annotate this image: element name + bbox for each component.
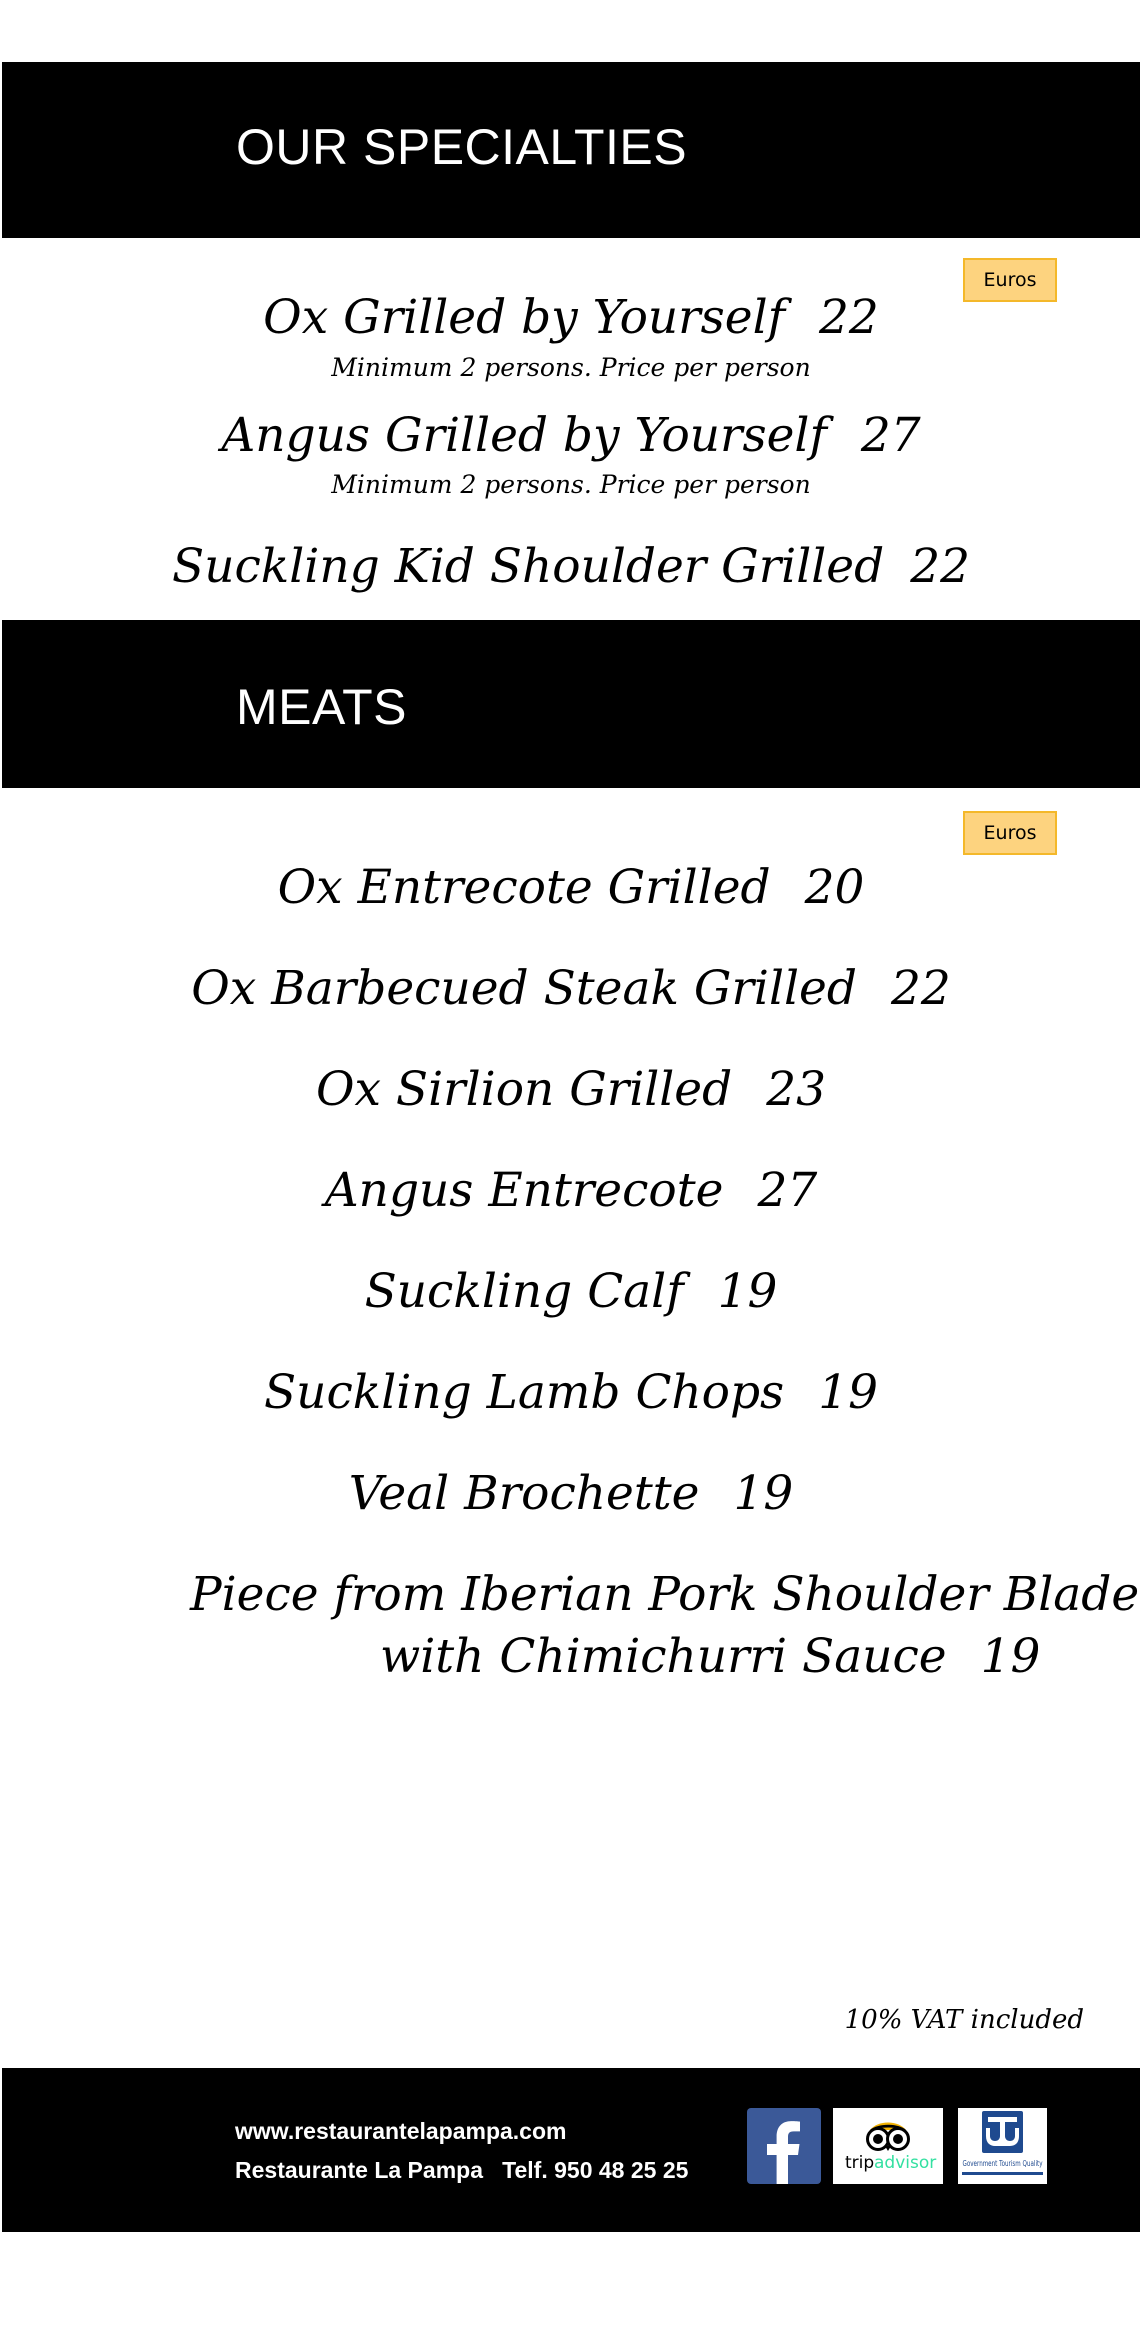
menu-item-name-line2 xyxy=(380,1629,1041,1684)
menu-item-price: 19 xyxy=(733,1466,794,1521)
menu-item-price: 19 xyxy=(980,1629,1041,1684)
menu-item-note: Minimum 2 persons. Price per person xyxy=(331,470,811,499)
footer-contact: Restaurante La Pampa Telf. 950 48 25 25 xyxy=(235,2157,689,2183)
footer-website[interactable]: www.restaurantelapampa.com xyxy=(235,2118,567,2144)
menu-item-price: 27 xyxy=(757,1163,818,1218)
specialties-title: OUR SPECIALTIES xyxy=(236,119,688,175)
facebook-f-glyph xyxy=(747,2108,821,2184)
meats-title: MEATS xyxy=(236,679,408,735)
meats-currency-badge: Euros xyxy=(963,811,1057,855)
menu-item xyxy=(0,1365,1142,1420)
menu-item-note: Minimum 2 persons. Price per person xyxy=(331,353,811,382)
facebook-logo-icon[interactable] xyxy=(747,2108,821,2184)
menu-item-price: 23 xyxy=(766,1062,827,1117)
menu-item-price: 20 xyxy=(804,860,865,915)
menu-item-name: Ox Entrecote Grilled xyxy=(277,860,771,915)
menu-item xyxy=(0,539,1142,594)
menu-item-price: 22 xyxy=(910,539,970,594)
menu-item xyxy=(0,290,1142,345)
menu-item-name: Ox Barbecued Steak Grilled xyxy=(191,961,857,1016)
menu-item xyxy=(0,961,1142,1016)
menu-item-name-line1: Piece from Iberian Pork Shoulder Blade xyxy=(190,1567,1140,1622)
tripadvisor-text-trip: trip xyxy=(845,2153,875,2173)
menu-item xyxy=(0,1264,1142,1319)
menu-item-price: 22 xyxy=(819,290,879,345)
vat-note: 10% VAT included xyxy=(844,2005,1084,2035)
tourism-quality-text: Government Tourism Quality xyxy=(962,2159,1043,2168)
tripadvisor-text-advisor: advisor xyxy=(874,2153,937,2173)
menu-item-name: Angus Entrecote xyxy=(324,1163,724,1218)
menu-item-name: Veal Brochette xyxy=(348,1466,700,1521)
menu-item xyxy=(0,1062,1142,1117)
menu-item-price: 22 xyxy=(890,961,951,1016)
menu-item xyxy=(0,860,1142,915)
menu-item-price: 19 xyxy=(818,1365,878,1420)
government-tourism-quality-logo-icon[interactable] xyxy=(958,2108,1047,2184)
specialties-header xyxy=(2,62,1140,238)
menu-item-name: Suckling Lamb Chops xyxy=(263,1365,785,1420)
menu-item-price: 19 xyxy=(717,1264,778,1319)
menu-item-name: Angus Grilled by Yourself xyxy=(221,408,827,463)
menu-item xyxy=(0,1466,1142,1521)
tourism-quality-glyph xyxy=(958,2108,1047,2184)
tripadvisor-owl-glyph xyxy=(833,2108,943,2184)
tripadvisor-logo-icon[interactable] xyxy=(833,2108,943,2184)
menu-item xyxy=(0,1163,1142,1218)
menu-item-price: 27 xyxy=(860,408,921,463)
menu-item-name: Suckling Calf xyxy=(364,1264,684,1319)
menu-item-name: Suckling Kid Shoulder Grilled xyxy=(172,539,885,594)
menu-item-name: Ox Sirlion Grilled xyxy=(315,1062,733,1117)
specialties-currency-badge: Euros xyxy=(963,258,1057,302)
menu-item-name: Ox Grilled by Yourself xyxy=(263,290,786,345)
menu-item-name-line2-text: with Chimichurri Sauce xyxy=(380,1629,947,1684)
menu-item xyxy=(0,408,1142,463)
meats-header xyxy=(2,620,1140,788)
